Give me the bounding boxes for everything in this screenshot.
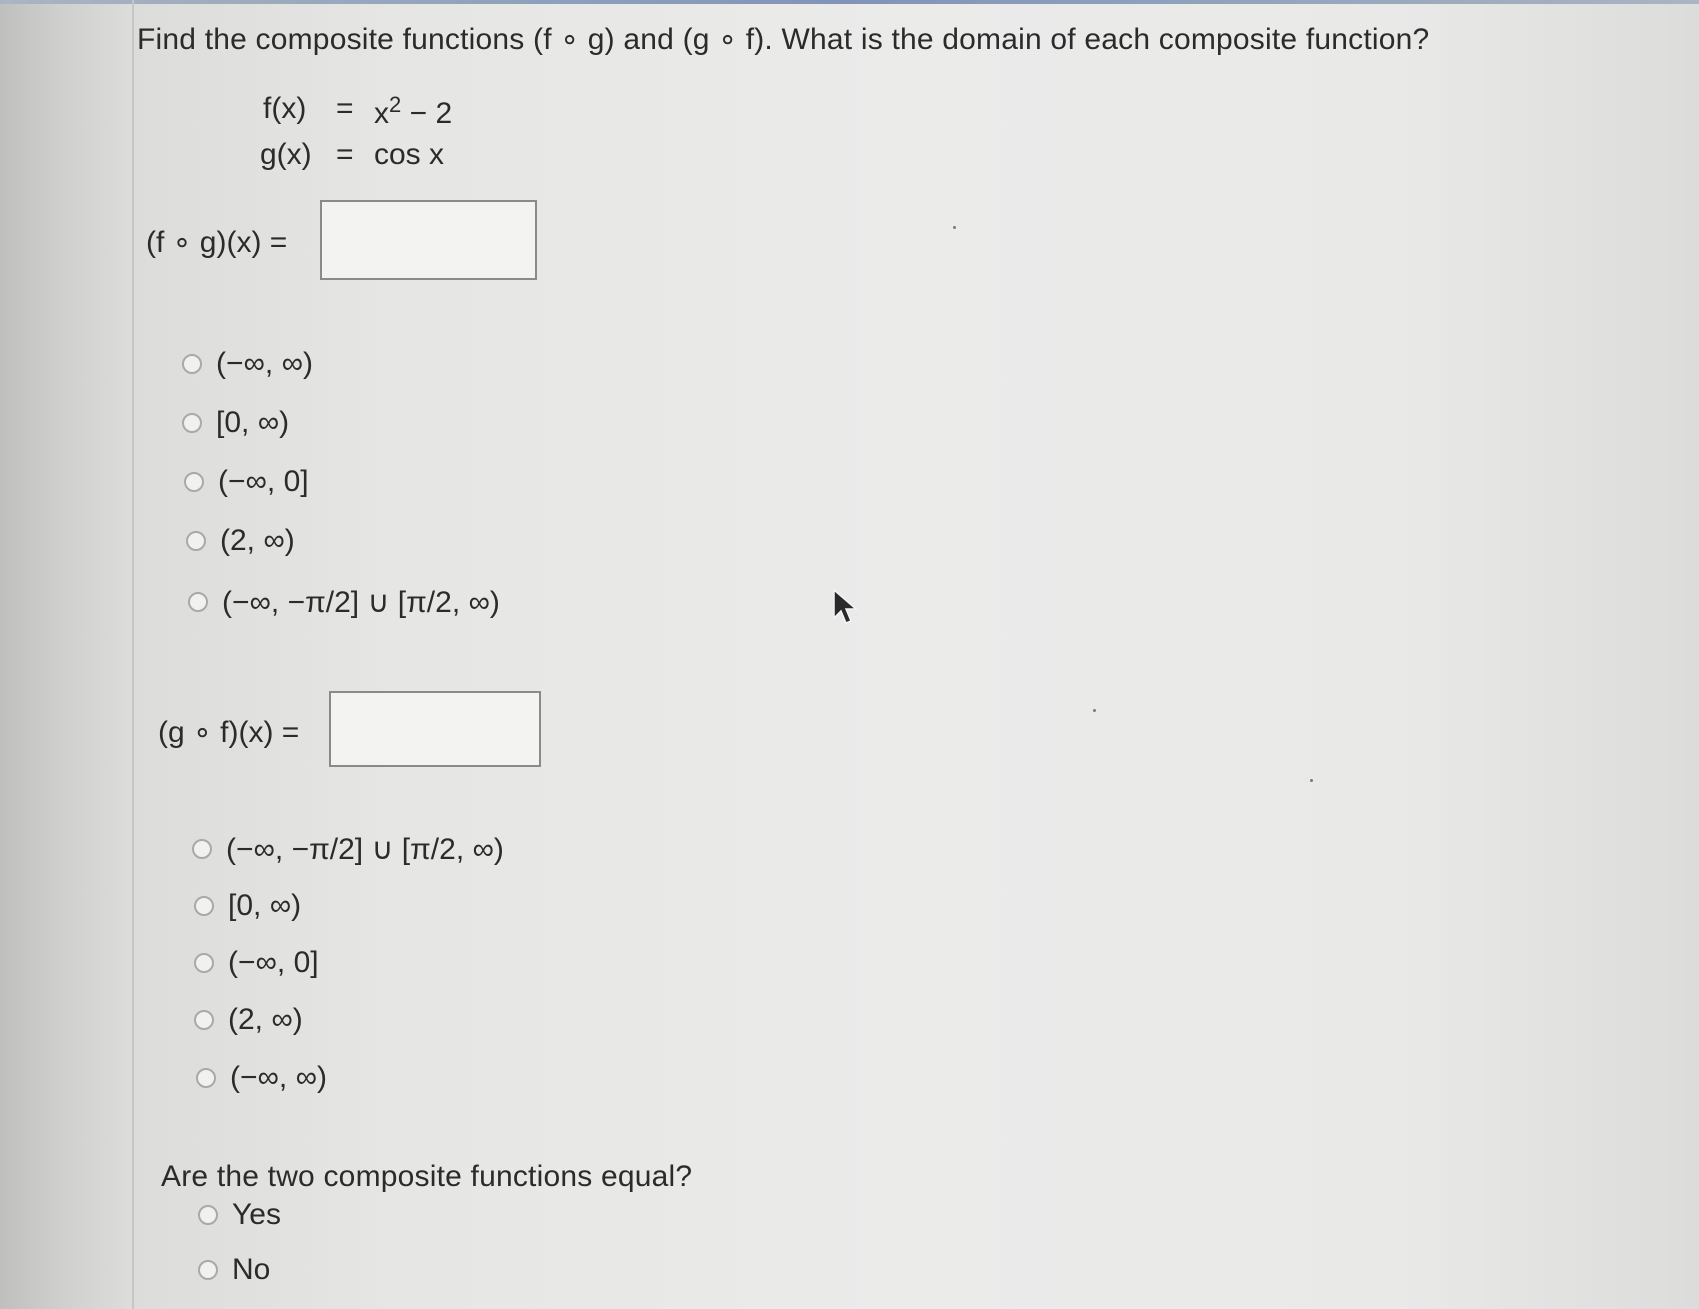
fog-answer-input[interactable] (320, 200, 537, 280)
gof-option-4[interactable] (194, 1000, 303, 1040)
gof-option-5[interactable] (196, 1058, 327, 1098)
fog-option-4[interactable] (186, 521, 295, 561)
radio-button[interactable] (192, 839, 212, 859)
fog-option-5[interactable] (188, 582, 500, 622)
gof-option-1[interactable] (192, 829, 504, 869)
radio-button[interactable] (196, 1068, 216, 1088)
gof-label: (g ∘ f)(x) = (158, 716, 300, 749)
fog-option-1[interactable] (182, 344, 313, 384)
screen-speck (1093, 709, 1096, 712)
gof-option-4-label: (2, ∞) (228, 1003, 303, 1036)
equal-option-yes-label: Yes (232, 1198, 281, 1231)
f-rhs-base: x (374, 97, 389, 130)
g-definition-lhs: g(x) (260, 138, 312, 171)
screen-speck (953, 226, 956, 229)
equal-option-no-label: No (232, 1253, 271, 1286)
question-prompt: Find the composite functions (f ∘ g) and (g ∘ f). What is the domain of each composite function? (137, 23, 1430, 56)
radio-button[interactable] (194, 1010, 214, 1030)
mouse-cursor-icon (832, 588, 858, 628)
gof-option-2[interactable] (194, 886, 301, 926)
f-definition-lhs: f(x) (263, 92, 307, 125)
f-definition-rhs (374, 92, 452, 131)
equal-option-no[interactable] (198, 1250, 270, 1290)
equal-question-prompt: Are the two composite functions equal? (161, 1160, 693, 1193)
gof-option-1-label: (−∞, −π/2] ∪ [π/2, ∞) (226, 832, 504, 866)
gof-option-3-label: (−∞, 0] (228, 946, 319, 979)
gof-option-2-label: [0, ∞) (228, 889, 302, 922)
f-rhs-rest: − 2 (409, 97, 453, 130)
screen-speck (1310, 779, 1313, 782)
radio-button[interactable] (198, 1205, 218, 1225)
f-definition-eq: = (336, 92, 354, 125)
equal-option-yes[interactable] (198, 1195, 281, 1235)
left-divider (132, 0, 134, 1309)
fog-label: (f ∘ g)(x) = (146, 226, 288, 259)
top-border (0, 0, 1699, 4)
radio-button[interactable] (188, 592, 208, 612)
radio-button[interactable] (194, 896, 214, 916)
radio-button[interactable] (184, 472, 204, 492)
radio-button[interactable] (198, 1260, 218, 1280)
fog-option-3[interactable] (184, 462, 309, 502)
fog-option-2-label: [0, ∞) (216, 406, 290, 439)
fog-option-2[interactable] (182, 403, 289, 443)
radio-button[interactable] (182, 413, 202, 433)
g-definition-eq: = (336, 138, 354, 171)
fog-option-5-label: (−∞, −π/2] ∪ [π/2, ∞) (222, 585, 500, 619)
f-rhs-exponent: 2 (389, 92, 402, 117)
radio-button[interactable] (182, 354, 202, 374)
radio-button[interactable] (194, 953, 214, 973)
fog-option-1-label: (−∞, ∞) (216, 347, 313, 380)
radio-button[interactable] (186, 531, 206, 551)
gof-option-3[interactable] (194, 943, 319, 983)
fog-option-3-label: (−∞, 0] (218, 465, 309, 498)
gof-answer-input[interactable] (329, 691, 541, 767)
g-definition-rhs: cos x (374, 138, 445, 171)
fog-option-4-label: (2, ∞) (220, 524, 295, 557)
gof-option-5-label: (−∞, ∞) (230, 1061, 327, 1094)
